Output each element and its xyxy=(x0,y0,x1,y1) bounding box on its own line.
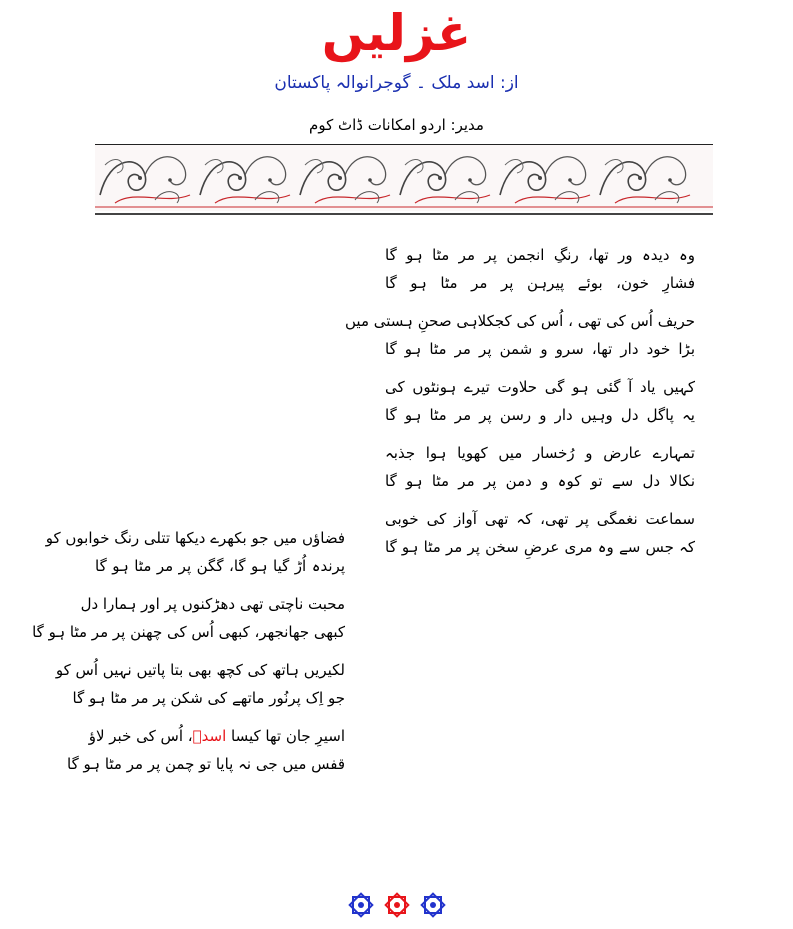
poet-pen-name: اسدؔ xyxy=(192,727,227,745)
stanza xyxy=(67,722,345,778)
stanza xyxy=(385,439,695,495)
stanza xyxy=(45,524,345,580)
verse-line: حریف اُس کی تھی ، اُس کی کجکلاہی صحنِ ہستی میں xyxy=(345,312,695,330)
verse-line: فشارِ خون، بوئے پیرہن پر مر مٹا ہو گا xyxy=(385,274,695,292)
verse-line: فضاؤں میں جو بکھرے دیکھا تتلی رنگ خوابوں کو xyxy=(45,529,345,547)
verse-line: نکالا دل سے تو کوہ و دمن پر مر مٹا ہو گا xyxy=(385,472,695,490)
stanza xyxy=(55,656,345,712)
floral-scroll-icon xyxy=(95,145,713,211)
verse-line xyxy=(88,722,345,750)
verse-text: اسیرِ جان تھا کیسا xyxy=(226,727,345,745)
verse-line: محبت ناچتی تھی دھڑکنوں پر اور ہمارا دل xyxy=(80,595,345,613)
verse-line: کہ جس سے وہ مری عرضِ سخن پر مر مٹا ہو گا xyxy=(385,538,695,556)
ghazal-right-column xyxy=(345,241,695,571)
editor-line: مدیر: اردو امکانات ڈاٹ کوم xyxy=(309,116,484,134)
verse-line: لکیریں ہاتھ کی کچھ بھی بتا پاتیں نہیں اُس کو xyxy=(55,661,345,679)
verse-line: بڑا خود دار تھا، سرو و شمن پر مر مٹا ہو گا xyxy=(385,340,695,358)
verse-line: پرندہ اُڑ گیا ہو گا، گگن پر مر مٹا ہو گا xyxy=(95,557,345,575)
verse-line: جو اِک پرنُور ماتھے کی شکن پر مر مٹا ہو گا xyxy=(72,689,345,707)
verse-line: وہ دیدہ ور تھا، رنگِ انجمن پر مر مٹا ہو گا xyxy=(385,246,695,264)
page-title: غزلیں xyxy=(321,4,472,62)
stanza xyxy=(385,241,695,297)
verse-line: قفس میں جی نہ پایا تو چمن پر مر مٹا ہو گا xyxy=(67,755,345,773)
stanza xyxy=(32,590,345,646)
stanza xyxy=(385,373,695,429)
star-ornament-icon xyxy=(345,889,377,921)
author-line: از: اسد ملک ۔ گوجرانوالہ پاکستان xyxy=(274,73,519,93)
verse-line: یہ پاگل دل وہیں دار و رسن پر مر مٹا ہو گا xyxy=(385,406,695,424)
verse-line: سماعت نغمگی پر تھی، کہ تھی آواز کی خوبی xyxy=(385,510,695,528)
star-ornament-icon xyxy=(381,889,413,921)
stanza xyxy=(385,505,695,561)
star-ornament-icon xyxy=(417,889,449,921)
stanza xyxy=(345,307,695,363)
verse-line: کبھی جھانجھر، کبھی اُس کی چھنن پر مر مٹا ہو گا xyxy=(32,623,345,641)
ghazal-left-column xyxy=(32,524,345,788)
verse-text: ، اُس کی خبر لاؤ xyxy=(88,727,193,745)
verse-line: تمہارے عارض و رُخسار میں کھویا ہوا جذبہ xyxy=(385,444,695,462)
floral-banner xyxy=(95,144,713,215)
footer-ornaments xyxy=(0,885,793,925)
verse-line: کہیں یاد آ گئی ہو گی حلاوت تیرے ہونٹوں کی xyxy=(385,378,695,396)
